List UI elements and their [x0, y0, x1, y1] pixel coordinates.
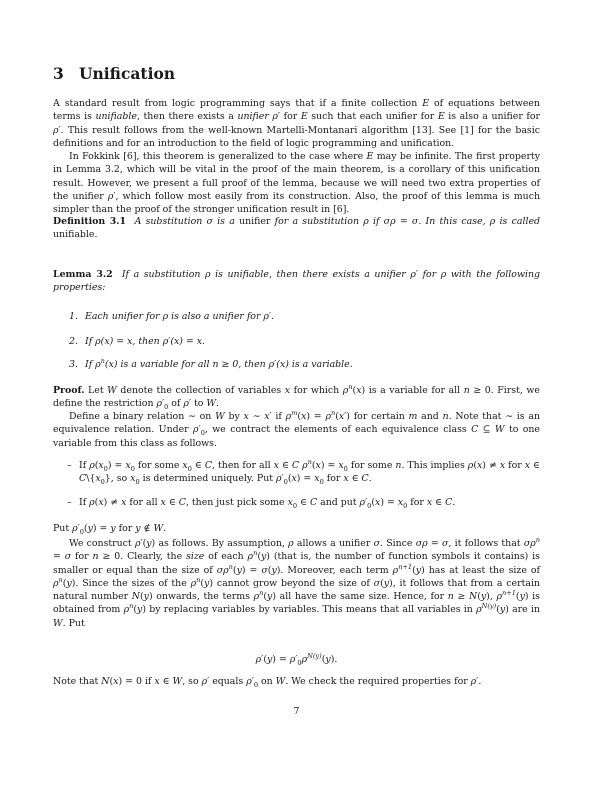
lemma-item-3 [69, 358, 539, 371]
case-1 [67, 457, 540, 487]
section-heading [53, 64, 175, 83]
item-text: If $\rho^n(x)$ is a variable for all n ≥ 0, then ρ′(x) is a variable. [85, 356, 353, 370]
proof-paragraph-2: Define a binary relation ∼ on W by x ∼ x′ if $\rho^m(x) = \rho^n(x')$ for certain m and n. Note that ∼ is an equivalence relation. Under $\rho'_0$, we contract the elements of each equivalence class C ⊆ W to one variable from this class as follows. [53, 408, 541, 449]
proof-paragraph-1: Proof. Let W denote the collection of variables x for which $\rho^n(x)$ is a variable for all n ≥ 0. First, we define the restriction $\rho'_0$ of ρ′ to W. [53, 382, 540, 412]
lemma-item-1 [69, 310, 539, 323]
note-paragraph: Note that N(x) = 0 if x ∈ W, so ρ′ equals $\rho'_0$ on W. We check the required properties for ρ′. [53, 676, 482, 689]
page-number: 7 [293, 706, 300, 717]
definition-3-1: Definition 3.1 A substitution σ is a unifier for a substitution ρ if σρ = σ. In this case, ρ is called unifiable. [53, 216, 540, 241]
item-label: 1. [69, 311, 78, 322]
fokkink-paragraph: In Fokkink [6], this theorem is generalized to the case where E may be infinite. The first property in Lemma 3.2, which will be vital in the proof of the main theorem, is a corollary of this unification result. However, we present a full proof of the lemma, because we will need two extra properties of the unifier ρ′, which follow most easily from its construction. Also, the proof of this lemma is much simpler than the proof of the stronger unification result in [6]. [53, 151, 541, 216]
item-text: Each unifier for ρ is also a unifier for ρ′. [85, 311, 275, 322]
section-title: Unification [79, 64, 176, 83]
put-paragraph: Put $\rho'_0(y) = y$ for y ∉ W. [53, 523, 167, 536]
section-number: 3 [53, 64, 64, 83]
case-text: If $\rho(x_0) = x_0$ for some $x_0$ ∈ C, then for all x ∈ C $\rho^n(x) = x_0$ for some n. This implies ρ(x) ≠ x for x ∈ $C\backslash\{x_0\}$, so $x_0$ is determined uniquely. Put $\rho'_0(x) = x_0$ for x ∈ C. [79, 457, 540, 487]
case-text: If ρ(x) ≠ x for all x ∈ C, then just pick some $x_0$ ∈ C and put $\rho'_0(x) = x_0$ for x ∈ C. [79, 497, 456, 510]
intro-paragraph: A standard result from logic programming says that if a finite collection E of equations between terms is unifiable, then there exists a unifier ρ′ for E such that each unifier for E is also a unifier for ρ′. This result follows from the well-known Martelli-Montanari algorithm [13]. See [1] for the basic definitions and for an introduction to the field of logic programming and unification. [53, 98, 541, 149]
dash-bullet: – [67, 460, 72, 471]
display-equation: $\rho'(y) = \rho'_0\rho^{N(y)}(y)$. [255, 651, 338, 667]
lemma-item-2 [69, 335, 539, 348]
dash-bullet: – [67, 497, 72, 508]
case-2 [67, 496, 540, 510]
item-text: If ρ(x) = x, then ρ′(x) = x. [85, 336, 206, 347]
item-label: 2. [69, 336, 78, 347]
item-label: 3. [69, 359, 78, 370]
lemma-3-2: Lemma 3.2 If a substitution ρ is unifiable, then there exists a unifier ρ′ for ρ with the following properties: [53, 269, 541, 294]
construct-paragraph: We construct ρ′(y) as follows. By assumption, ρ allows a unifier σ. Since σρ = σ, it follows that $\sigma\rho^n = \sigma$ for n ≥ 0. Clearly, the size of each $\rho^n(y)$ (that is, the number of function symbols it contains) is smaller or equal than the size of $\sigma\rho^n(y) = \sigma(y)$. Moreover, each term $\rho^{n+1}(y)$ has at least the size of $\rho^n(y)$. Since the sizes of the $\rho^n(y)$ cannot grow beyond the size of σ(y), it follows that from a certain natural number N(y) onwards, the terms $\rho^n(y)$ all have the same size. Hence, for n ≥ N(y), $\rho^{n+1}(y)$ is obtained from $\rho^n(y)$ by replacing variables by variables. This means that all variables in $\rho^{N(y)}(y)$ are in W. Put [53, 535, 540, 629]
